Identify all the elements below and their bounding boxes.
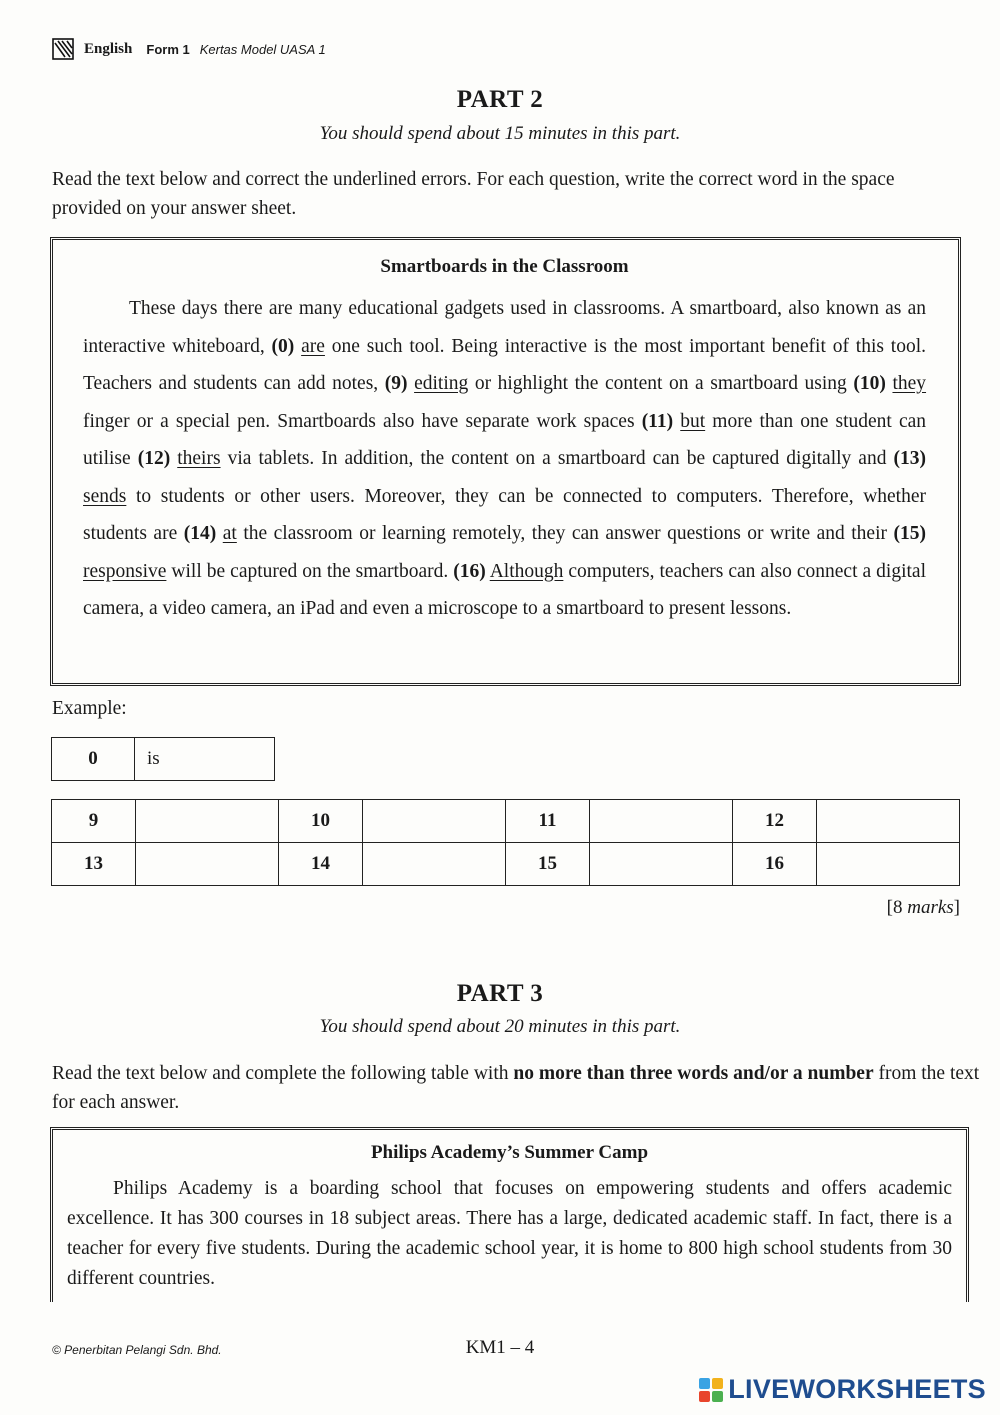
passage-text: to students or other users. Moreover, they can be connected to computers. Therefore, whether students are (83, 485, 926, 544)
question-number: 10 (278, 800, 362, 843)
paper-label: Kertas Model UASA 1 (199, 41, 326, 57)
part2-title: PART 2 (456, 86, 544, 113)
part2-instruction: Read the text below and correct the underlined errors. For each question, write the correct word in the space provided on your answer sheet. (52, 169, 895, 219)
answer-field-10[interactable] (363, 800, 506, 843)
question-number: 14 (278, 843, 362, 886)
question-marker: (0) (271, 335, 295, 357)
question-marker: (15) (893, 523, 927, 544)
liveworksheets-logo-icon (698, 1377, 724, 1403)
question-marker: (13) (893, 448, 926, 469)
passage-text: the classroom or learning remotely, they can answer questions or write and their (236, 523, 894, 544)
part3-instruction: Read the text below and complete the following table with no more than three words and/or a number from the text for each answer. (52, 1063, 980, 1113)
passage-text: via tablets. In addition, the content on a smartboard can be captured digitally and (220, 448, 894, 469)
part3-passage-title: Philips Academy’s Summer Camp (370, 1142, 649, 1163)
answer-field-14[interactable] (363, 843, 506, 886)
part2-passage-title: Smartboards in the Classroom (380, 256, 629, 277)
passage-text: finger or a special pen. Smartboards also have separate work spaces (83, 410, 642, 432)
table-row (52, 738, 275, 781)
question-number: 15 (505, 843, 589, 886)
page-header (52, 38, 326, 60)
subject-label: English (84, 40, 133, 57)
marks-label: [8 marks] (886, 897, 960, 918)
question-marker: (16) (453, 560, 486, 582)
underlined-error: they (892, 373, 927, 394)
part3-title: PART 3 (456, 980, 544, 1007)
example-label: Example: (52, 698, 127, 719)
question-number: 9 (52, 800, 136, 843)
underlined-error: but (680, 410, 706, 432)
answer-field-12[interactable] (817, 800, 960, 843)
underlined-error: at (222, 523, 237, 544)
part2-passage (83, 290, 926, 628)
question-marker: (11) (641, 410, 674, 432)
question-number: 11 (505, 800, 589, 843)
answer-field-13[interactable] (136, 843, 279, 886)
question-number: 12 (732, 800, 816, 843)
underlined-error: are (301, 335, 325, 357)
example-number: 0 (52, 738, 135, 781)
example-answer-table (51, 737, 275, 781)
publisher-copyright: © Penerbitan Pelangi Sdn. Bhd. (52, 1343, 222, 1357)
passage-text: will be captured on the smartboard. (166, 560, 454, 582)
underlined-error: Although (489, 560, 564, 582)
question-marker: (9) (384, 373, 408, 394)
table-row (52, 843, 960, 886)
example-answer: is (135, 738, 275, 781)
underlined-error: editing (414, 373, 469, 394)
passage-text: or highlight the content on a smartboard using (468, 373, 854, 394)
passage-text: computers, teachers can also connect a digital camera, a video camera, an iPad and even a microscope to a smartboard to present lessons. (83, 560, 926, 619)
part2-passage-box (50, 237, 961, 686)
part3-passage: Philips Academy is a boarding school that focuses on empowering students and offers academic excellence. It has 300 courses in 18 subject areas. There has a large, dedicated academic staff. In fact, there is a teacher for every five students. During the academic school year, it is home to 800 high school students from 30 different countries. (67, 1178, 952, 1289)
passage-text: one such tool. Being interactive is the most important benefit of this tool. Teachers and students can add notes, (83, 335, 926, 394)
question-marker: (10) (853, 373, 886, 394)
answer-field-11[interactable] (590, 800, 733, 843)
liveworksheets-watermark (698, 1374, 986, 1405)
form-label: Form 1 (146, 41, 190, 57)
part2-time-note: You should spend about 15 minutes in this part. (319, 123, 681, 144)
underlined-error: theirs (177, 448, 221, 469)
question-number: 13 (52, 843, 136, 886)
question-marker: (12) (137, 448, 171, 469)
passage-text: These days there are many educational gadgets used in classrooms. A smartboard, also known as an interactive whiteboard, (83, 298, 926, 357)
answer-table (51, 799, 960, 886)
answer-field-16[interactable] (817, 843, 960, 886)
underlined-error: responsive (83, 560, 167, 582)
question-number: 16 (732, 843, 816, 886)
question-marker: (14) (183, 523, 217, 544)
answer-field-9[interactable] (136, 800, 279, 843)
publisher-logo-icon (52, 38, 74, 60)
part3-time-note: You should spend about 20 minutes in this part. (319, 1016, 681, 1037)
passage-text: more than one student can utilise (83, 410, 927, 469)
underlined-error: sends (83, 485, 127, 507)
answer-field-15[interactable] (590, 843, 733, 886)
part3-passage-box (50, 1127, 969, 1302)
liveworksheets-brand: LIVEWORKSHEETS (728, 1374, 986, 1404)
page-code: KM1 – 4 (465, 1337, 535, 1358)
table-row (52, 800, 960, 843)
